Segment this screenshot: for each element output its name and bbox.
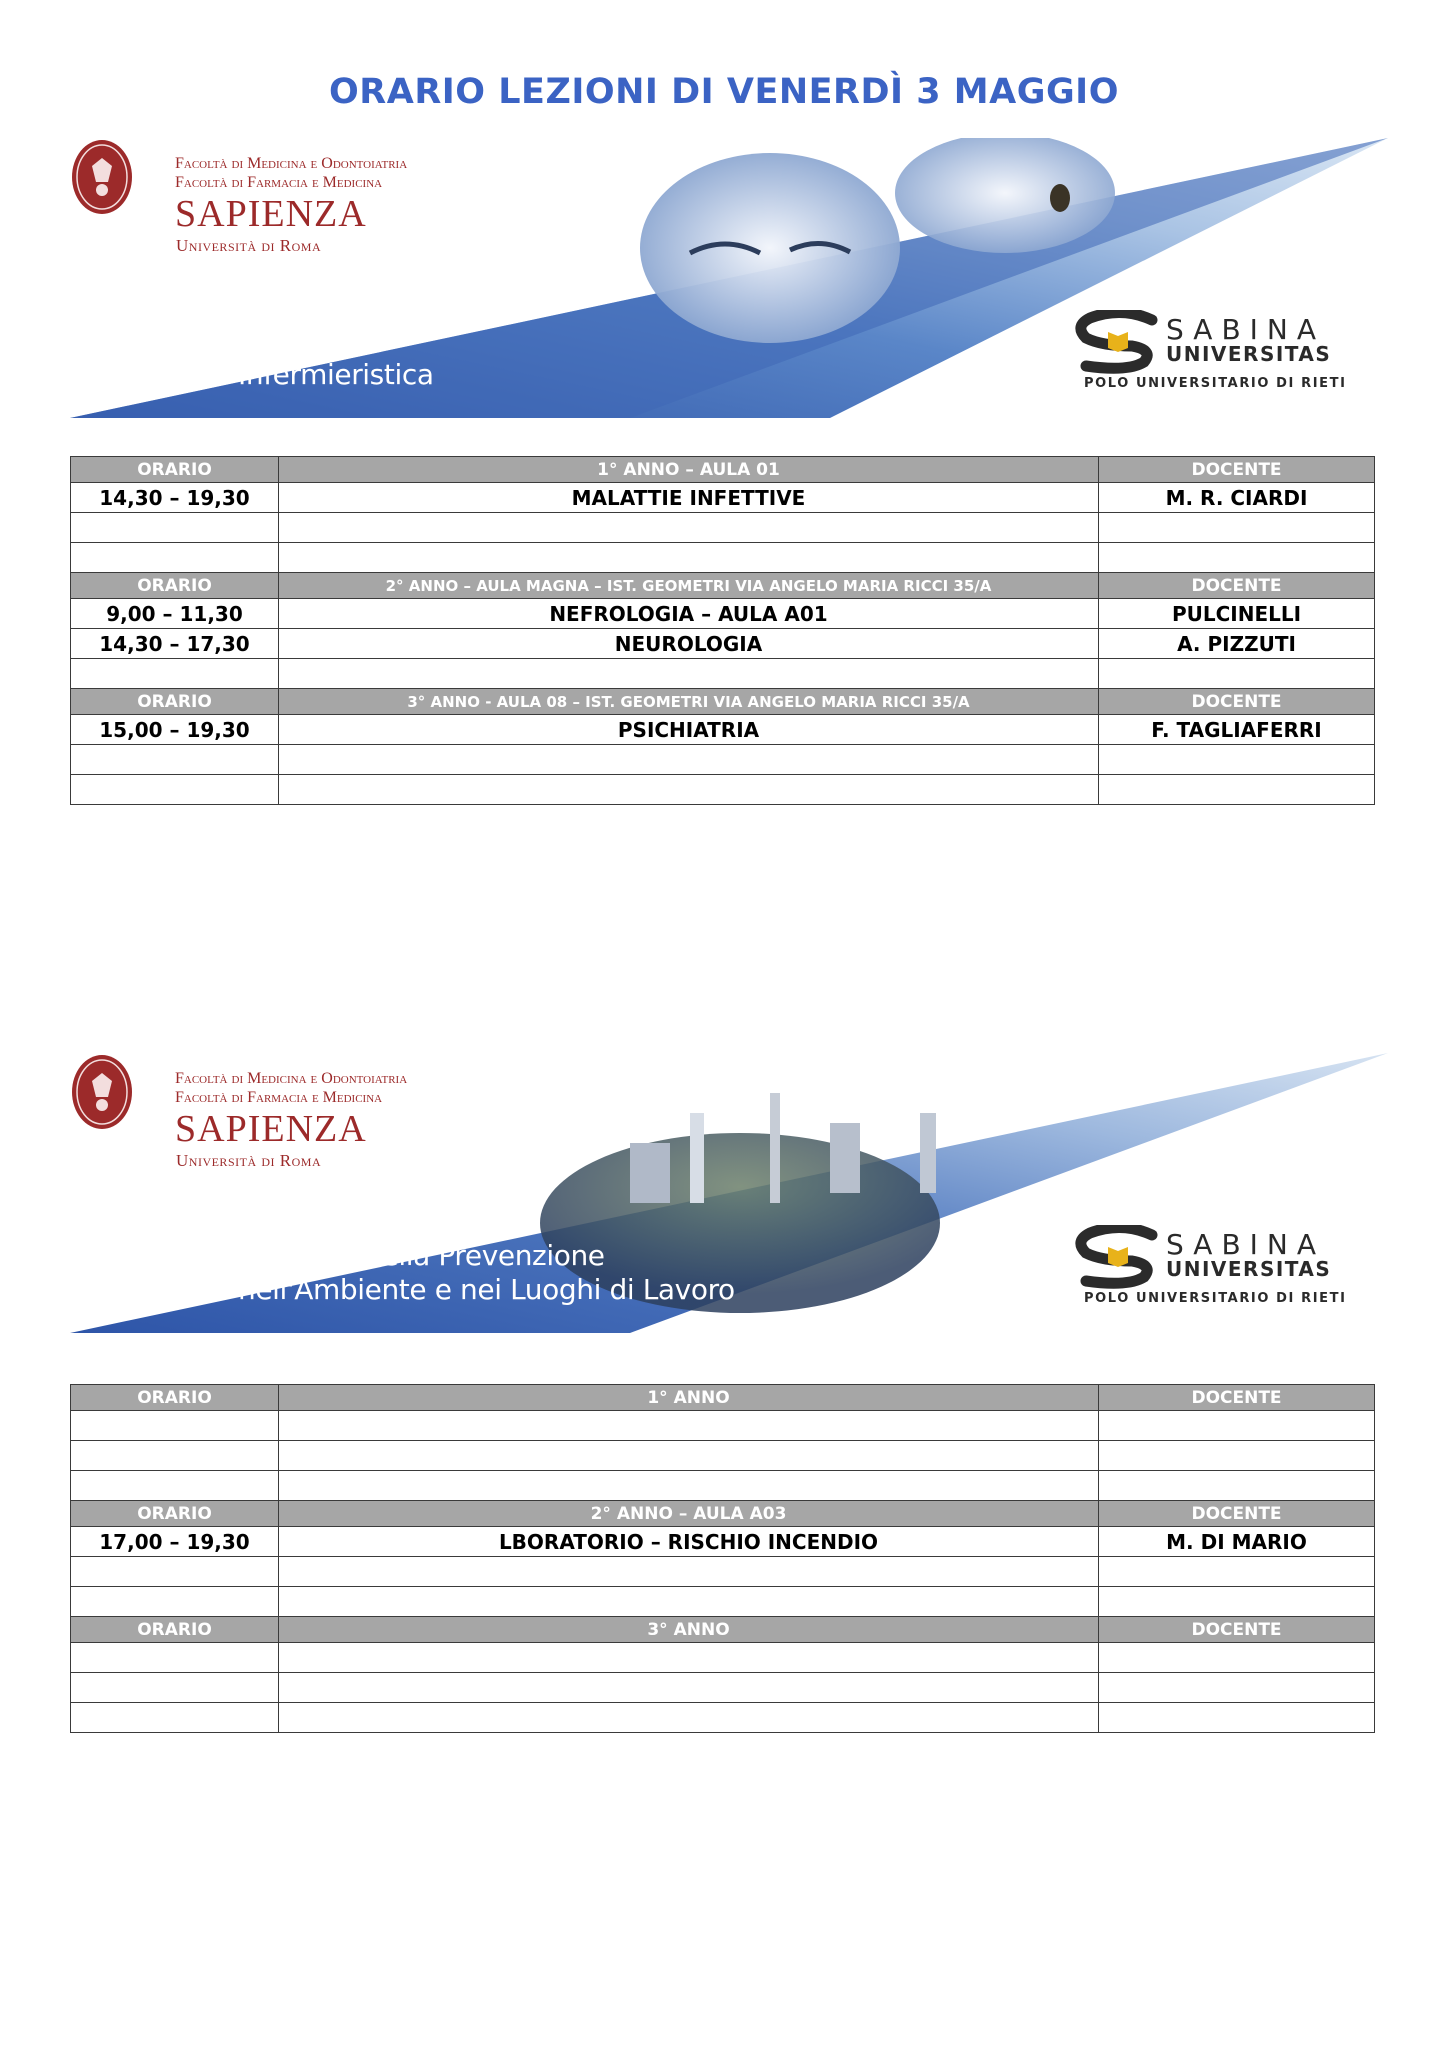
cell-course	[279, 1703, 1099, 1733]
cell-teacher	[1099, 1411, 1375, 1441]
cell-course	[279, 1643, 1099, 1673]
table-row	[71, 659, 1375, 689]
cell-teacher: M. DI MARIO	[1099, 1527, 1375, 1557]
cell-course	[279, 775, 1099, 805]
table-header-row	[71, 1501, 1375, 1527]
table-row	[71, 1643, 1375, 1673]
header-time: ORARIO	[71, 689, 279, 715]
cell-course: MALATTIE INFETTIVE	[279, 483, 1099, 513]
faculty-names	[175, 1069, 407, 1107]
table-row	[71, 1703, 1375, 1733]
surgeon-figure	[895, 138, 1115, 253]
cell-time	[71, 775, 279, 805]
header-time: ORARIO	[71, 1617, 279, 1643]
header-time: ORARIO	[71, 1501, 279, 1527]
cell-teacher	[1099, 659, 1375, 689]
header-time: ORARIO	[71, 1385, 279, 1411]
cell-time: 14,30 – 19,30	[71, 483, 279, 513]
cell-teacher: F. TAGLIAFERRI	[1099, 715, 1375, 745]
cell-time: 9,00 – 11,30	[71, 599, 279, 629]
course-line: Infermieristica	[238, 358, 434, 391]
faculty-names	[175, 154, 407, 192]
university-name: SAPIENZA	[175, 1108, 367, 1150]
cell-teacher	[1099, 1587, 1375, 1617]
cell-teacher	[1099, 1471, 1375, 1501]
partner-subtitle: POLO UNIVERSITARIO DI RIETI	[1084, 1291, 1347, 1306]
table-row	[71, 1471, 1375, 1501]
cell-time	[71, 745, 279, 775]
partner-name-2: UNIVERSITAS	[1166, 342, 1332, 366]
cell-time: 14,30 – 17,30	[71, 629, 279, 659]
cell-time	[71, 1411, 279, 1441]
cell-teacher	[1099, 513, 1375, 543]
table-row	[71, 1527, 1375, 1557]
cell-course	[279, 513, 1099, 543]
cell-time	[71, 659, 279, 689]
cell-course	[279, 543, 1099, 573]
table-row	[71, 599, 1375, 629]
cell-course: NEUROLOGIA	[279, 629, 1099, 659]
header-course: 3° ANNO - AULA 08 – IST. GEOMETRI VIA ANGELO MARIA RICCI 35/A	[279, 689, 1099, 715]
schedule-table-infermieristica	[70, 456, 1375, 805]
course-line: nell'Ambiente e nei Luoghi di Lavoro	[238, 1273, 735, 1306]
schedule-table-tecniche-prevenzione	[70, 1384, 1375, 1733]
cell-teacher	[1099, 1557, 1375, 1587]
cell-time	[71, 1471, 279, 1501]
sabina-s-icon	[1072, 310, 1162, 374]
header-time: ORARIO	[71, 573, 279, 599]
cell-time	[71, 513, 279, 543]
cell-course	[279, 1557, 1099, 1587]
faculty-line: Facoltà di Medicina e Odontoiatria	[175, 155, 408, 172]
table-row	[71, 543, 1375, 573]
header-teacher: DOCENTE	[1099, 1501, 1375, 1527]
cell-time	[71, 1587, 279, 1617]
cell-teacher	[1099, 1643, 1375, 1673]
table-row	[71, 1557, 1375, 1587]
cell-time	[71, 1703, 279, 1733]
partner-subtitle: POLO UNIVERSITARIO DI RIETI	[1084, 376, 1347, 391]
banner-tecniche-prevenzione	[70, 1053, 1388, 1333]
faculty-line: Facoltà di Farmacia e Medicina	[175, 1089, 383, 1106]
factory-shape	[830, 1123, 860, 1193]
table-row	[71, 483, 1375, 513]
page-title: ORARIO LEZIONI DI VENERDÌ 3 MAGGIO	[329, 72, 1119, 112]
sapienza-seal-icon	[70, 138, 134, 216]
cell-course	[279, 1411, 1099, 1441]
header-time: ORARIO	[71, 457, 279, 483]
cell-time	[71, 543, 279, 573]
faculty-line: Facoltà di Medicina e Odontoiatria	[175, 1070, 408, 1087]
sabina-universitas-logo	[1072, 310, 1372, 400]
cell-time	[71, 1673, 279, 1703]
cell-teacher: PULCINELLI	[1099, 599, 1375, 629]
table-row	[71, 745, 1375, 775]
cell-course	[279, 659, 1099, 689]
table-row	[71, 1411, 1375, 1441]
cell-teacher	[1099, 775, 1375, 805]
cell-course	[279, 1471, 1099, 1501]
cell-time	[71, 1557, 279, 1587]
university-name: SAPIENZA	[175, 193, 367, 235]
cell-course: LBORATORIO – RISCHIO INCENDIO	[279, 1527, 1099, 1557]
partner-name: SABINA	[1166, 313, 1326, 346]
sapienza-seal-icon	[70, 1053, 134, 1131]
header-course: 1° ANNO	[279, 1385, 1099, 1411]
table-row	[71, 1587, 1375, 1617]
table-header-row	[71, 689, 1375, 715]
header-course: 2° ANNO – AULA A03	[279, 1501, 1099, 1527]
course-name	[238, 1239, 735, 1307]
table-header-row	[71, 457, 1375, 483]
sabina-s-icon	[1072, 1225, 1162, 1289]
cell-teacher	[1099, 543, 1375, 573]
cell-time: 17,00 – 19,30	[71, 1527, 279, 1557]
cell-teacher	[1099, 1703, 1375, 1733]
table-header-row	[71, 1617, 1375, 1643]
cell-teacher	[1099, 1441, 1375, 1471]
cell-course	[279, 745, 1099, 775]
header-teacher: DOCENTE	[1099, 1617, 1375, 1643]
table-header-row	[71, 573, 1375, 599]
chimney-shape	[690, 1113, 704, 1203]
chimney-shape	[920, 1113, 936, 1193]
cell-course	[279, 1673, 1099, 1703]
table-row	[71, 715, 1375, 745]
cell-time	[71, 1643, 279, 1673]
cell-course: NEFROLOGIA – AULA A01	[279, 599, 1099, 629]
course-line: Tecniche della Prevenzione	[238, 1239, 605, 1272]
table-row	[71, 629, 1375, 659]
sabina-universitas-logo	[1072, 1225, 1372, 1315]
surgeon-figure	[640, 153, 900, 343]
chimney-shape	[770, 1093, 780, 1203]
university-subtitle: Università di Roma	[176, 1151, 322, 1170]
cell-time	[71, 1441, 279, 1471]
banner-infermieristica	[70, 138, 1388, 418]
cell-teacher	[1099, 745, 1375, 775]
partner-name-2: UNIVERSITAS	[1166, 1257, 1332, 1281]
cell-teacher: A. PIZZUTI	[1099, 629, 1375, 659]
table-row	[71, 513, 1375, 543]
course-name	[238, 358, 434, 392]
cell-course	[279, 1587, 1099, 1617]
cell-course	[279, 1441, 1099, 1471]
cell-teacher: M. R. CIARDI	[1099, 483, 1375, 513]
table-row	[71, 1441, 1375, 1471]
table-row	[71, 775, 1375, 805]
header-course: 2° ANNO – AULA MAGNA – IST. GEOMETRI VIA ANGELO MARIA RICCI 35/A	[279, 573, 1099, 599]
cell-course: PSICHIATRIA	[279, 715, 1099, 745]
factory-shape	[630, 1143, 670, 1203]
header-teacher: DOCENTE	[1099, 573, 1375, 599]
table-row	[71, 1673, 1375, 1703]
header-teacher: DOCENTE	[1099, 457, 1375, 483]
header-teacher: DOCENTE	[1099, 1385, 1375, 1411]
cell-teacher	[1099, 1673, 1375, 1703]
university-subtitle: Università di Roma	[176, 236, 322, 255]
partner-name: SABINA	[1166, 1228, 1326, 1261]
faculty-line: Facoltà di Farmacia e Medicina	[175, 174, 383, 191]
header-course: 3° ANNO	[279, 1617, 1099, 1643]
table-header-row	[71, 1385, 1375, 1411]
header-teacher: DOCENTE	[1099, 689, 1375, 715]
header-course: 1° ANNO – AULA 01	[279, 457, 1099, 483]
cell-time: 15,00 – 19,30	[71, 715, 279, 745]
